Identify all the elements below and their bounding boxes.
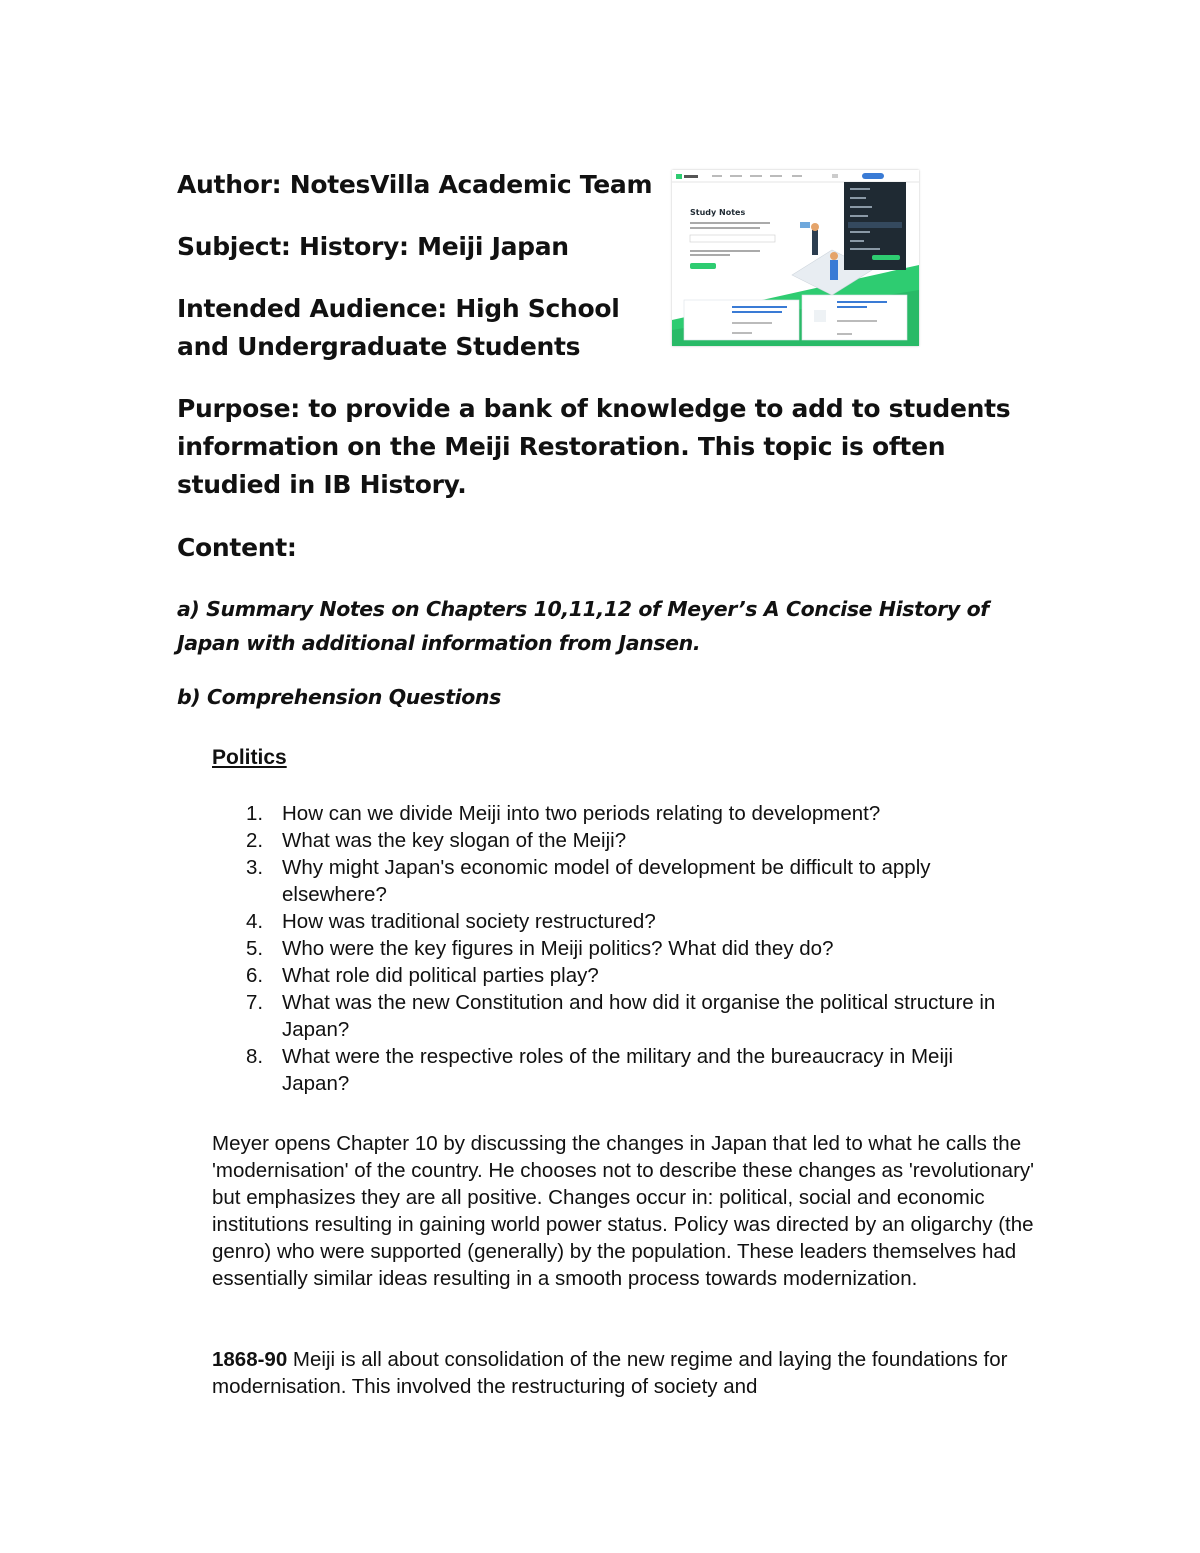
politics-heading: Politics [212,746,287,769]
question-item: 8. What were the respective roles of the military and the bureaucracy in Meiji Japan? [246,1045,954,1095]
content-heading: Content: [177,533,297,562]
content-item-b: b) Comprehension Questions [177,685,501,709]
thumbnail-heading: Study Notes [690,208,746,217]
politics-question-list [212,800,1012,1097]
period-description: Meiji is all about consolidation of the new regime and laying the foundations for modernisation. This involved the restructuring of society and [212,1348,1008,1398]
question-item: 3. Why might Japan's economic model of development be difficult to apply elsewhere? [246,856,931,906]
paragraph-chapter-10-intro: Meyer opens Chapter 10 by discussing the changes in Japan that led to what he calls the 'modernisation' of the country. He chooses not to describe these changes as 'revolutionary' but emphasizes they are all positive. Changes occur in: political, social and economic institutions resulting in gaining world power status. Policy was directed by an oligarchy (the genro) who were supported (generally) by the population. These leaders themselves had essentially similar ideas resulting in a smooth process towards modernization. [212,1132,1035,1290]
question-item: 5. Who were the key figures in Meiji politics? What did they do? [246,937,834,960]
paragraph-1868-90 [212,1346,1042,1400]
website-screenshot-thumbnail [672,170,919,346]
purpose-line: Purpose: to provide a bank of knowledge to add to students information on the Meiji Restoration. This topic is often studied in IB History. [177,394,1011,499]
period-label: 1868-90 [212,1348,288,1371]
subject-line: Subject: History: Meiji Japan [177,232,569,261]
author-line: Author: NotesVilla Academic Team [177,170,653,199]
question-item: 7. What was the new Constitution and how did it organise the political structure in Japan? [246,991,996,1041]
audience-line: Intended Audience: High School and Undergraduate Students [177,294,620,361]
question-item: 1. How can we divide Meiji into two periods relating to development? [246,802,881,825]
website-screenshot-image [672,170,919,346]
question-item: 6. What role did political parties play? [246,964,599,987]
content-item-a: a) Summary Notes on Chapters 10,11,12 of Meyer’s A Concise History of Japan with additional information from Jansen. [177,597,989,655]
question-item: 4. How was traditional society restructured? [246,910,656,933]
question-item: 2. What was the key slogan of the Meiji? [246,829,627,852]
